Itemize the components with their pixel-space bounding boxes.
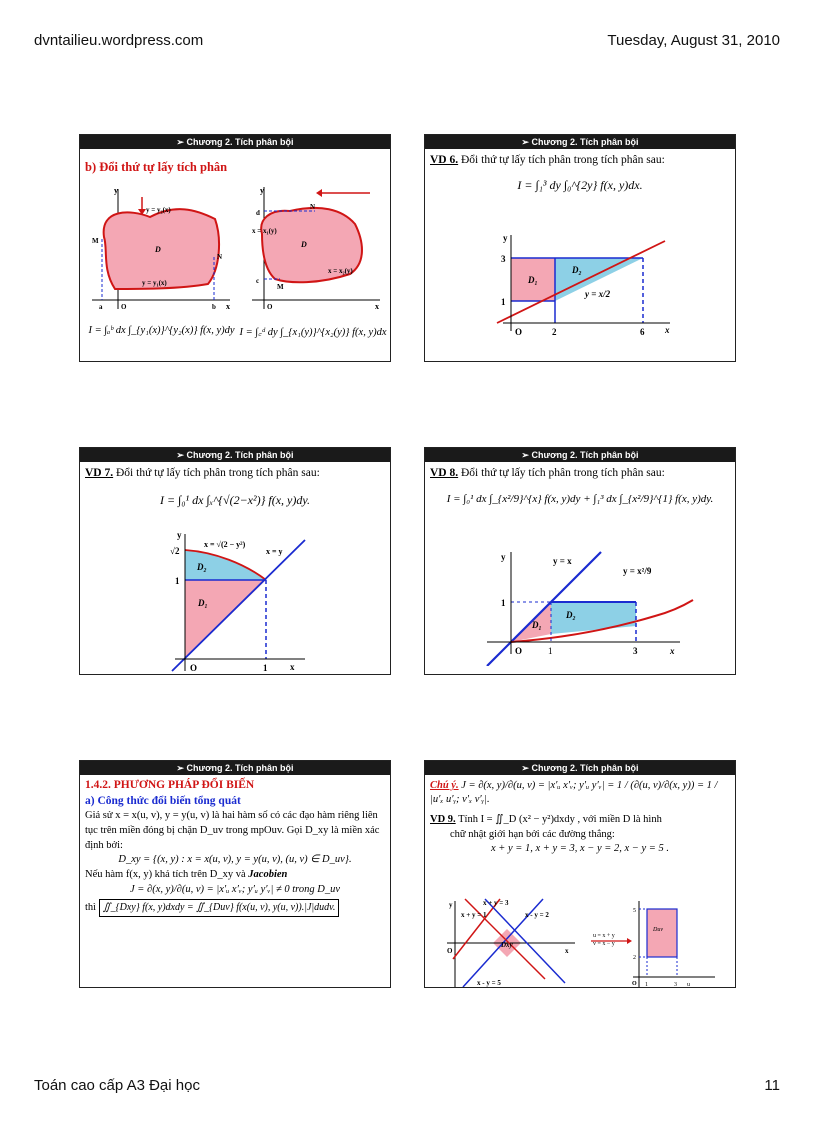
- tick-u1: 1: [645, 982, 648, 988]
- label-right-curve: x = x₂(y): [328, 267, 353, 275]
- origin: O: [515, 327, 523, 337]
- region-D-left: [104, 209, 219, 289]
- vd7-figure: [80, 526, 390, 675]
- tick-sqrt2: √2: [170, 546, 180, 556]
- slide-vd6: [424, 134, 736, 362]
- axis-x: x: [670, 646, 675, 656]
- label-xy1: x + y = 1: [461, 911, 487, 919]
- formula-dx-dy: I = ∫ₐᵇ dx ∫_{y₁(x)}^{y₂(x)} f(x, y)dy: [88, 325, 235, 336]
- origin: O: [515, 646, 523, 656]
- vd6-figure: [425, 227, 735, 347]
- section-subtitle: a) Công thức đổi biến tổng quát: [85, 795, 241, 808]
- label-x-y5: x - y = 5: [477, 979, 501, 987]
- slide-vd8: [424, 447, 736, 675]
- tick-b: b: [212, 303, 216, 311]
- label-D1: D₁: [532, 620, 542, 630]
- boundary-lines: x + y = 1, x + y = 3, x − y = 2, x − y = 5 .: [491, 842, 669, 854]
- vd8-figure: [425, 546, 735, 666]
- slide-vd7: [79, 447, 391, 675]
- note-formula: J = ∂(x, y)/∂(u, v) = |x′ᵤ x′ᵥ; y′ᵤ y′ᵥ| = 1 / (∂(u, v)/∂(x, y)) = 1 / |u′ₓ u′ᵧ; v′ₓ v′ᵧ|.: [430, 780, 718, 806]
- axis-x: x: [290, 662, 295, 672]
- example-label: VD 9.: [430, 814, 456, 826]
- tick-d: d: [256, 209, 260, 217]
- example-formula: I = ∫₁³ dy ∫₀^{2y} f(x, y)dx.: [517, 177, 643, 192]
- axis-y: y: [503, 233, 508, 243]
- label-D1: D₁: [528, 275, 538, 285]
- label-top-curve: y = y₂(x): [146, 206, 171, 214]
- region-Duv: [647, 909, 677, 957]
- tick-3: 3: [633, 646, 638, 656]
- slide-title-bar: ➢ Chương 2. Tích phân bội: [80, 761, 390, 775]
- example-text: Đổi thứ tự lấy tích phân trong tích phân sau:: [461, 467, 665, 479]
- label-D2: D₂: [566, 610, 576, 620]
- example-text: Đổi thứ tự lấy tích phân trong tích phân sau:: [116, 467, 320, 479]
- origin-right: O: [267, 303, 273, 311]
- label-Dxy: Dxy: [501, 941, 513, 949]
- label-N-right: N: [310, 203, 316, 211]
- footer-course: Toán cao cấp A3 Đại học: [34, 1077, 200, 1094]
- slide-title-bar: ➢ Chương 2. Tích phân bội: [425, 135, 735, 149]
- label-D-left: D: [155, 245, 161, 254]
- example-text: Đổi thứ tự lấy tích phân trong tích phân sau:: [461, 154, 665, 166]
- tick-a: a: [99, 303, 103, 311]
- slide-title-bar: ➢ Chương 2. Tích phân bội: [80, 448, 390, 462]
- origin-uv: O: [632, 981, 637, 987]
- condition-text: Nếu hàm f(x, y) khả tích trên D_xy và: [85, 868, 249, 880]
- label-D1: D₁: [198, 598, 208, 608]
- slide-title-bar: ➢ Chương 2. Tích phân bội: [425, 761, 735, 775]
- tick-v5: 5: [633, 908, 636, 914]
- axis-y: y: [501, 552, 506, 562]
- axis-y-right: y: [260, 186, 264, 195]
- axis-x: x: [565, 947, 569, 955]
- label-D2: D₂: [197, 562, 207, 572]
- tick-1-y: 1: [175, 576, 180, 586]
- thi-word: thì: [85, 902, 97, 914]
- label-x-y2: x - y = 2: [525, 911, 549, 919]
- paragraph-assumption: Giả sử x = x(u, v), y = y(u, v) là hai hàm số có các đạo hàm riêng liên tục trên miền đóng bị chặn D_uv trong mpOuv. Gọi D_xy là miền xác định bởi:: [85, 810, 380, 851]
- label-M-left: M: [92, 237, 99, 245]
- origin: O: [190, 663, 198, 673]
- label-D-right: D: [301, 240, 307, 249]
- slide-change-of-variables: [79, 760, 391, 988]
- vd9-figure: [425, 897, 735, 988]
- tick-1-x: 1: [263, 663, 268, 673]
- map-u: u = x + y: [593, 933, 615, 939]
- axis-y: y: [177, 530, 182, 540]
- region-D2: [551, 602, 636, 634]
- tick-u3: 3: [674, 982, 677, 988]
- origin: O: [447, 947, 453, 955]
- site-url: dvntailieu.wordpress.com: [34, 32, 204, 49]
- label-bottom-curve: y = y₁(x): [142, 279, 167, 287]
- example-formula: I = ∫₀¹ dx ∫ₓ^{√(2−x²)} f(x, y)dy.: [159, 492, 311, 507]
- formula-dy-dx: I = ∫꜀ᵈ dy ∫_{x₁(y)}^{x₂(y)} f(x, y)dx: [239, 327, 387, 338]
- slide-change-order: [79, 134, 391, 362]
- label-line: x = y: [266, 547, 283, 556]
- page-number: 11: [764, 1077, 780, 1094]
- slide-title-bar: ➢ Chương 2. Tích phân bội: [425, 448, 735, 462]
- label-left-curve: x = x₁(y): [252, 227, 277, 235]
- label-Duv: Duv: [653, 927, 663, 933]
- slide-title-bar: ➢ Chương 2. Tích phân bội: [80, 135, 390, 149]
- label-xy3: x + y = 3: [483, 899, 509, 907]
- label-line: y = x/2: [585, 289, 611, 299]
- example-label: VD 7.: [85, 467, 114, 479]
- header-date: Tuesday, August 31, 2010: [607, 32, 780, 49]
- tick-v2: 2: [633, 955, 636, 961]
- paragraph-condition: [85, 868, 385, 883]
- example-text: Tính I = ∬_D (x² − y²)dxdy , với miền D là hình: [458, 814, 662, 826]
- origin-left: O: [121, 303, 127, 311]
- axis-y-left: y: [114, 186, 118, 195]
- label-curve: x = √(2 − y²): [204, 540, 246, 549]
- section-title: 1.4.2. PHƯƠNG PHÁP ĐỔI BIẾN: [85, 779, 255, 791]
- slide-heading: b) Đổi thứ tự lấy tích phân: [85, 160, 228, 174]
- tick-1: 1: [501, 297, 506, 307]
- label-D2: D₂: [572, 265, 582, 275]
- set-definition: D_xy = {(x, y) : x = x(u, v), y = y(u, v), (u, v) ∈ D_uv}.: [118, 854, 352, 866]
- example-formula: I = ∫₀¹ dx ∫_{x²/9}^{x} f(x, y)dy + ∫₁³ dx ∫_{x²/9}^{1} f(x, y)dy.: [446, 492, 714, 505]
- tick-1-x: 1: [548, 646, 553, 656]
- note-label: Chú ý.: [430, 780, 459, 791]
- example-label: VD 8.: [430, 467, 459, 479]
- change-of-variables-formula: ∬_{Dxy} f(x, y)dxdy = ∬_{Duv} f(x(u, v), y(u, v)).|J|dudv.: [99, 899, 340, 917]
- tick-2: 2: [552, 327, 557, 337]
- axis-x-left: x: [226, 302, 230, 311]
- jacobian-formula: J = ∂(x, y)/∂(u, v) = |x′ᵤ x′ᵥ; y′ᵤ y′ᵥ| ≠ 0 trong D_uv: [130, 883, 340, 895]
- example-text-2: chữ nhật giới hạn bởi các đường thẳng:: [450, 828, 615, 840]
- tick-6: 6: [640, 327, 645, 337]
- label-line: y = x: [553, 556, 572, 566]
- tick-1-y: 1: [501, 598, 506, 608]
- tick-3: 3: [501, 254, 506, 264]
- map-v: v = x − y: [593, 941, 615, 947]
- label-M-right: M: [277, 283, 284, 291]
- example-label: VD 6.: [430, 154, 459, 166]
- label-N-left: N: [217, 253, 223, 261]
- tick-c: c: [256, 277, 260, 285]
- axis-x: x: [665, 325, 670, 335]
- slide-vd9: [424, 760, 736, 988]
- axis-u: u: [687, 982, 690, 988]
- label-curve: y = x²/9: [623, 566, 652, 576]
- axis-y: y: [449, 901, 453, 909]
- jacobian-term: Jacobien: [248, 868, 288, 880]
- axis-x-right: x: [375, 302, 379, 311]
